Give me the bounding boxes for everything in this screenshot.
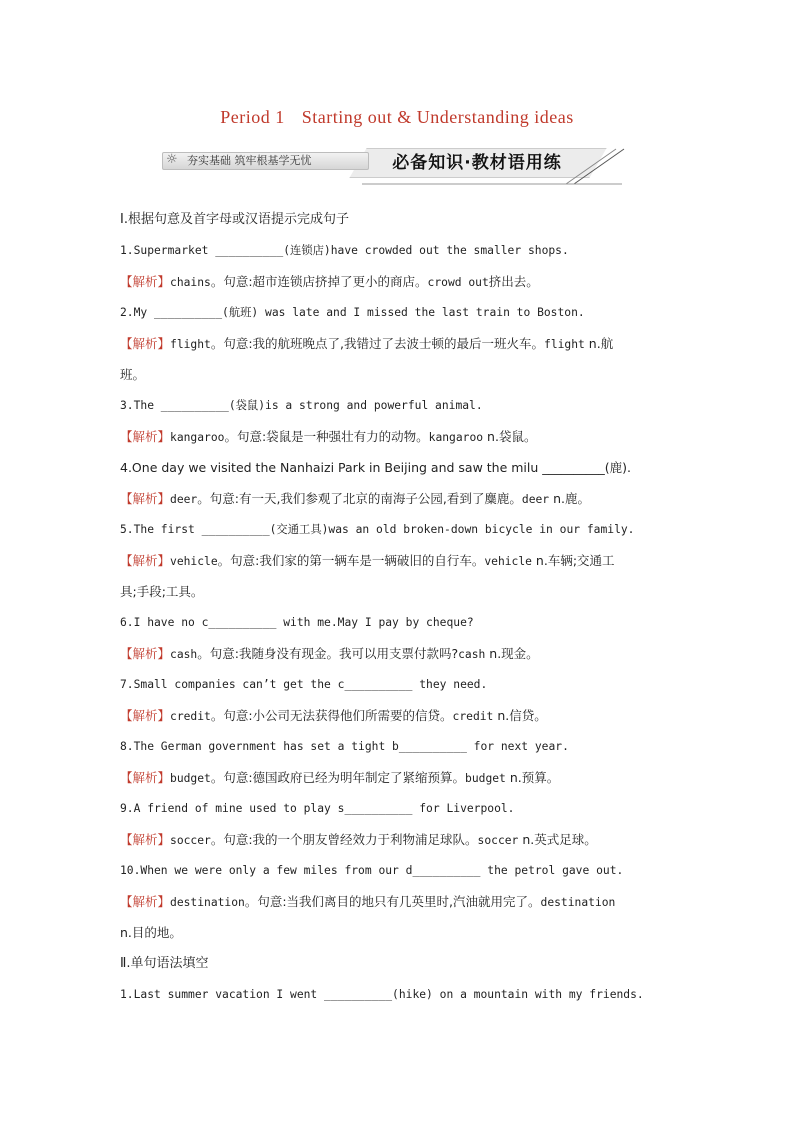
banner-left-text: 夯实基础 筑牢根基学无忧 (187, 154, 312, 167)
answer-continued: 具;手段;工具。 (120, 584, 204, 599)
question: 3.The __________(袋鼠)is a strong and powerful animal. (120, 399, 483, 412)
question: 6.I have no c__________ with me.May I pay by cheque? (120, 616, 474, 629)
analysis-tag: 【解析】 (120, 336, 171, 351)
question: 10.When we were only a few miles from our d__________ the petrol gave out. (120, 864, 624, 877)
answer: 【解析】soccer。句意:我的一个朋友曾经效力于利物浦足球队。soccer n.英式足球。 (120, 832, 597, 847)
answer-continued: 班。 (120, 367, 146, 382)
analysis-tag: 【解析】 (120, 708, 171, 723)
question: 1.Last summer vacation I went __________(hike) on a mountain with my friends. (120, 988, 644, 1001)
topic-label: Starting out & Understanding ideas (301, 107, 574, 127)
question: 9.A friend of mine used to play s__________ for Liverpool. (120, 802, 515, 815)
analysis-tag: 【解析】 (120, 832, 171, 847)
analysis-tag: 【解析】 (120, 770, 171, 785)
analysis-tag: 【解析】 (120, 894, 171, 909)
question: 2.My __________(航班) was late and I missed the last train to Boston. (120, 306, 585, 319)
period-label: Period 1 (220, 107, 285, 127)
banner-left-tab (162, 152, 369, 170)
question: 5.The first __________(交通工具)was an old broken-down bicycle in our family. (120, 523, 635, 536)
answer: 【解析】destination。句意:当我们离目的地只有几英里时,汽油就用完了。destination (120, 894, 616, 909)
question: 8.The German government has set a tight b__________ for next year. (120, 740, 569, 753)
exercise-content (120, 204, 680, 1010)
analysis-tag: 【解析】 (120, 429, 171, 444)
section-heading-1: Ⅰ.根据句意及首字母或汉语提示完成句子 (120, 212, 349, 227)
lightbulb-icon: ☼ (166, 152, 178, 167)
analysis-tag: 【解析】 (120, 553, 171, 568)
question: 1.Supermarket __________(连锁店)have crowded out the smaller shops. (120, 244, 569, 257)
answer: 【解析】cash。句意:我随身没有现金。我可以用支票付款吗?cash n.现金。 (120, 646, 539, 661)
answer-continued: n.目的地。 (120, 925, 182, 940)
question: 4.One day we visited the Nanhaizi Park in Beijing and saw the milu __________(鹿). (120, 460, 632, 475)
section-heading-2: Ⅱ.单句语法填空 (120, 956, 209, 971)
answer: 【解析】credit。句意:小公司无法获得他们所需要的信贷。credit n.信贷。 (120, 708, 547, 723)
page-title (0, 107, 794, 128)
analysis-tag: 【解析】 (120, 491, 171, 506)
answer: 【解析】chains。句意:超市连锁店挤掉了更小的商店。crowd out挤出去。 (120, 274, 539, 289)
analysis-tag: 【解析】 (120, 646, 171, 661)
answer: 【解析】vehicle。句意:我们家的第一辆车是一辆破旧的自行车。vehicle n.车辆;交通工 (120, 553, 615, 568)
analysis-tag: 【解析】 (120, 274, 171, 289)
answer: 【解析】flight。句意:我的航班晚点了,我错过了去波士顿的最后一班火车。flight n.航 (120, 336, 614, 351)
section-banner (162, 148, 632, 188)
answer: 【解析】deer。句意:有一天,我们参观了北京的南海子公园,看到了麋鹿。deer n.鹿。 (120, 491, 590, 506)
banner-right-text: 必备知识·教材语用练 (392, 153, 562, 173)
answer: 【解析】budget。句意:德国政府已经为明年制定了紧缩预算。budget n.预算。 (120, 770, 560, 785)
question: 7.Small companies can’t get the c__________ they need. (120, 678, 488, 691)
answer: 【解析】kangaroo。句意:袋鼠是一种强壮有力的动物。kangaroo n.袋鼠。 (120, 429, 537, 444)
